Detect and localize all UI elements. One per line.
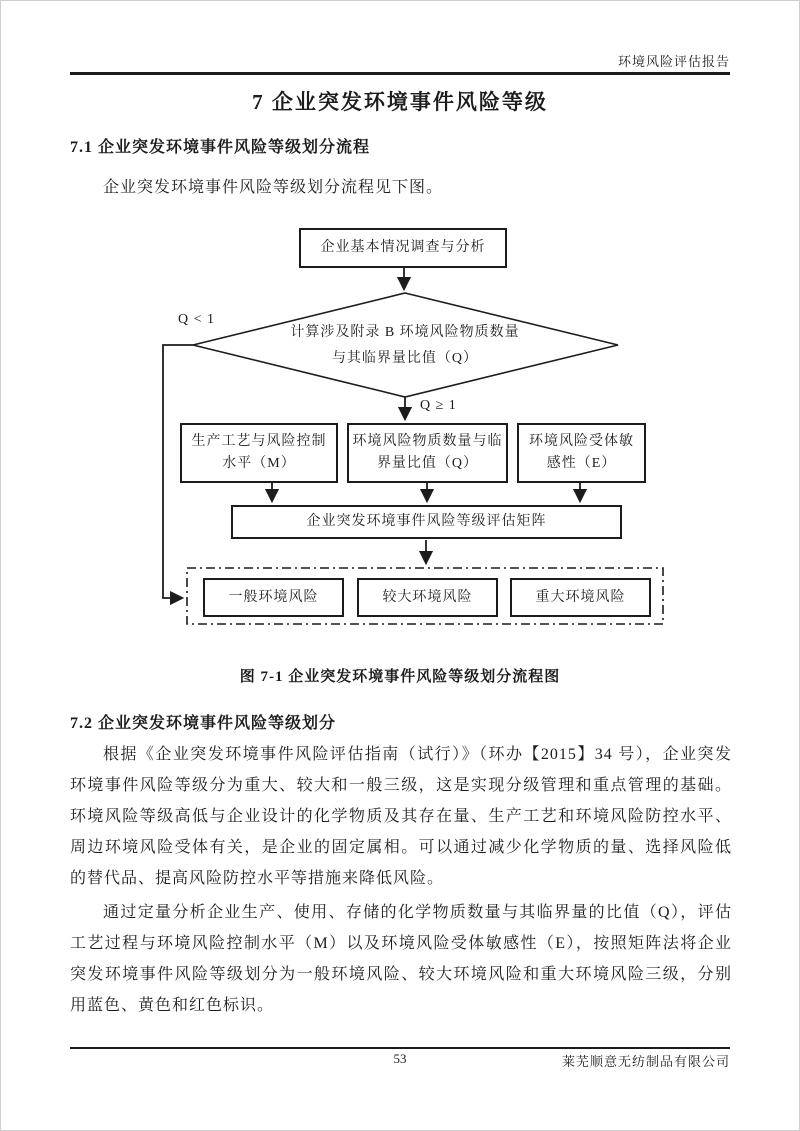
flow-step-q-line1: 环境风险物质数量与临 — [352, 434, 503, 449]
header-rule — [70, 72, 730, 75]
flow-outcome-larger-risk: 较大环境风险 — [357, 578, 498, 617]
footer-rule — [70, 1047, 730, 1049]
flow-label-q-lt-1: Q < 1 — [178, 312, 216, 327]
flow-outcome-major-risk: 重大环境风险 — [510, 578, 651, 617]
flow-decision-line1: 计算涉及附录 B 环境风险物质数量 — [290, 325, 520, 340]
chapter-title: 7 企业突发环境事件风险等级 — [252, 90, 548, 114]
flow-step-m-line2: 水平（M） — [222, 456, 296, 471]
flow-decision-text — [255, 320, 555, 372]
header-report-title: 环境风险评估报告 — [617, 54, 730, 69]
figure-caption: 图 7-1 企业突发环境事件风险等级划分流程图 — [239, 669, 561, 685]
footer-page-number: 53 — [393, 1051, 407, 1066]
flowchart-figure — [0, 218, 800, 650]
flow-step-process-risk-control-m — [180, 423, 338, 483]
flow-step-substance-ratio-q — [347, 423, 508, 483]
section-7-2-paragraph-2: 通过定量分析企业生产、使用、存储的化学物质数量与其临界量的比值（Q），评估工艺过程与环境风险控制水平（M）以及环境风险受体敏感性（E），按照矩阵法将企业突发环境事件风险等级划分为一般环境风险、较大环境风险和重大环境风险三级，分别用蓝色、黄色和红色标识。 — [70, 904, 732, 1014]
flow-step-m-line1: 生产工艺与风险控制 — [191, 434, 327, 449]
flow-step-e-line2: 感性（E） — [546, 456, 617, 471]
footer-company-name: 莱芜顺意无纺制品有限公司 — [561, 1054, 730, 1069]
section-7-1-intro: 企业突发环境事件风险等级划分流程见下图。 — [103, 179, 444, 196]
flow-step-e-line1: 环境风险受体敏 — [529, 434, 634, 449]
section-7-2-heading: 7.2 企业突发环境事件风险等级划分 — [70, 715, 337, 732]
flow-step-q-line2: 界量比值（Q） — [376, 456, 479, 471]
flow-label-q-ge-1: Q ≥ 1 — [420, 398, 457, 413]
section-7-1-heading: 7.1 企业突发环境事件风险等级划分流程 — [70, 139, 371, 156]
flow-step-assessment-matrix: 企业突发环境事件风险等级评估矩阵 — [231, 505, 622, 539]
section-7-2-paragraph-1: 根据《企业突发环境事件风险评估指南（试行）》（环办【2015】34 号），企业突发环境事件风险等级分为重大、较大和一般三级，这是实现分级管理和重点管理的基础。环境风险等级高低与企业设计的化学物质及其存在量、生产工艺和环境风险防控水平、周边环境风险受体有关，是企业的固定属相。可以通过减少化学物质的量、选择风险低的替代品、提高风险防控水平等措施来降低风险。 — [70, 746, 732, 887]
section-7-2-body — [70, 739, 732, 1021]
flow-step-receptor-sensitivity-e — [517, 423, 646, 483]
flow-outcome-general-risk: 一般环境风险 — [203, 578, 344, 617]
flow-decision-line2: 与其临界量比值（Q） — [331, 351, 479, 366]
flow-step-basic-survey: 企业基本情况调查与分析 — [299, 228, 507, 268]
